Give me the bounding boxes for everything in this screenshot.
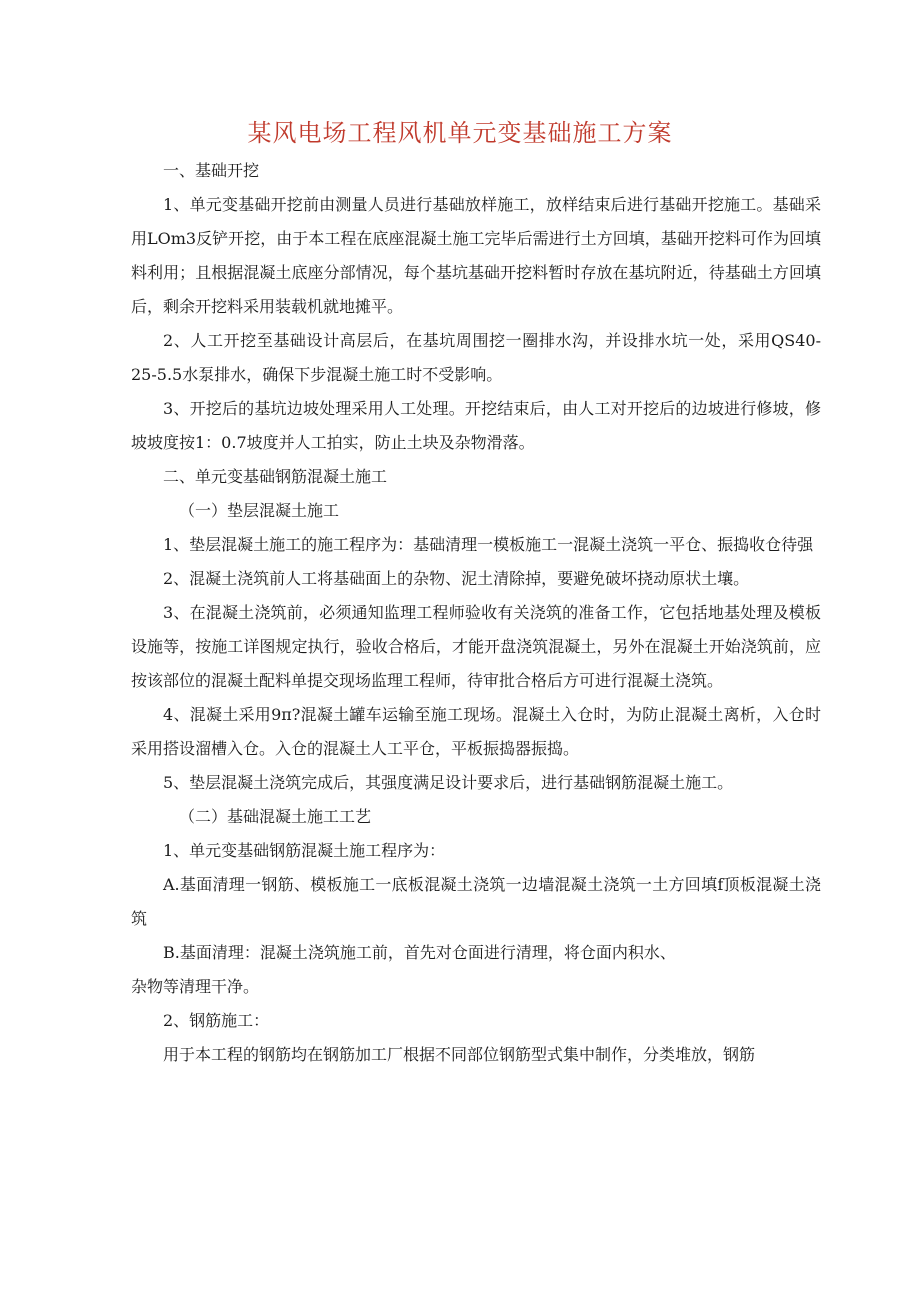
paragraph-cushion-5: 5、垫层混凝土浇筑完成后，其强度满足设计要求后，进行基础钢筋混凝土施工。 — [163, 773, 734, 792]
paragraph-foundation-a: A.基面清理一钢筋、模板施工一底板混凝土浇筑一边墙混凝土浇筑一土方回填f顶板混凝土浇筑 — [131, 875, 821, 928]
paragraph-cushion-2: 2、混凝土浇筑前人工将基础面上的杂物、泥土清除掉，要避免破坏挠动原状土壤。 — [163, 569, 750, 588]
subsection-heading-foundation: （二）基础混凝土施工工艺 — [179, 807, 372, 826]
paragraph-excavation-2: 2、人工开挖至基础设计高层后，在基坑周围挖一圈排水沟，并设排水坑一处，采用QS40-25-5.5水泵排水，确保下步混凝土施工时不受影响。 — [131, 331, 821, 384]
document-title: 某风电场工程风机单元变基础施工方案 — [247, 119, 673, 147]
paragraph-cushion-3: 3、在混凝土浇筑前，必须通知监理工程师验收有关浇筑的准备工作，它包括地基处理及模板设施等，按施工详图规定执行，验收合格后，才能开盘浇筑混凝土，另外在混凝土开始浇筑前，应按该部位的混凝土配料单提交现场监理工程师，待审批合格后方可进行混凝土浇筑。 — [131, 603, 821, 690]
subsection-heading-cushion: （一）垫层混凝土施工 — [179, 501, 340, 520]
paragraph-foundation-1: 1、单元变基础钢筋混凝土施工程序为： — [163, 841, 446, 860]
paragraph-cushion-1: 1、垫层混凝土施工的施工程序为：基础清理一模板施工一混凝土浇筑一平仓、振捣收仓待强 — [163, 535, 814, 554]
document-body — [131, 154, 821, 1072]
paragraph-foundation-b: B.基面清理：混凝土浇筑施工前，首先对仓面进行清理，将仓面内积水、 — [163, 943, 676, 962]
section-heading-excavation: 一、基础开挖 — [163, 161, 260, 180]
paragraph-rebar-heading: 2、钢筋施工： — [163, 1011, 270, 1030]
paragraph-excavation-3: 3、开挖后的基坑边坡处理采用人工处理。开挖结束后，由人工对开挖后的边坡进行修坡，修坡坡度按1：0.7坡度并人工拍实，防止土块及杂物滑落。 — [131, 399, 821, 452]
paragraph-rebar-1: 用于本工程的钢筋均在钢筋加工厂根据不同部位钢筋型式集中制作，分类堆放，钢筋 — [163, 1045, 756, 1064]
section-heading-concrete: 二、单元变基础钢筋混凝土施工 — [163, 467, 388, 486]
paragraph-excavation-1: 1、单元变基础开挖前由测量人员进行基础放样施工，放样结束后进行基础开挖施工。基础采用LOm3反铲开挖，由于本工程在底座混凝土施工完毕后需进行土方回填，基础开挖料可作为回填料利用；且根据混凝土底座分部情况，每个基坑基础开挖料暂时存放在基坑附近，待基础土方回填后，剩余开挖料采用装载机就地摊平。 — [131, 195, 821, 316]
paragraph-foundation-b-cont: 杂物等清理干净。 — [131, 977, 260, 996]
paragraph-cushion-4: 4、混凝土采用9π?混凝土罐车运输至施工现场。混凝土入仓时，为防止混凝土离析，入仓时采用搭设溜槽入仓。入仓的混凝土人工平仓，平板振捣器振捣。 — [131, 705, 821, 758]
